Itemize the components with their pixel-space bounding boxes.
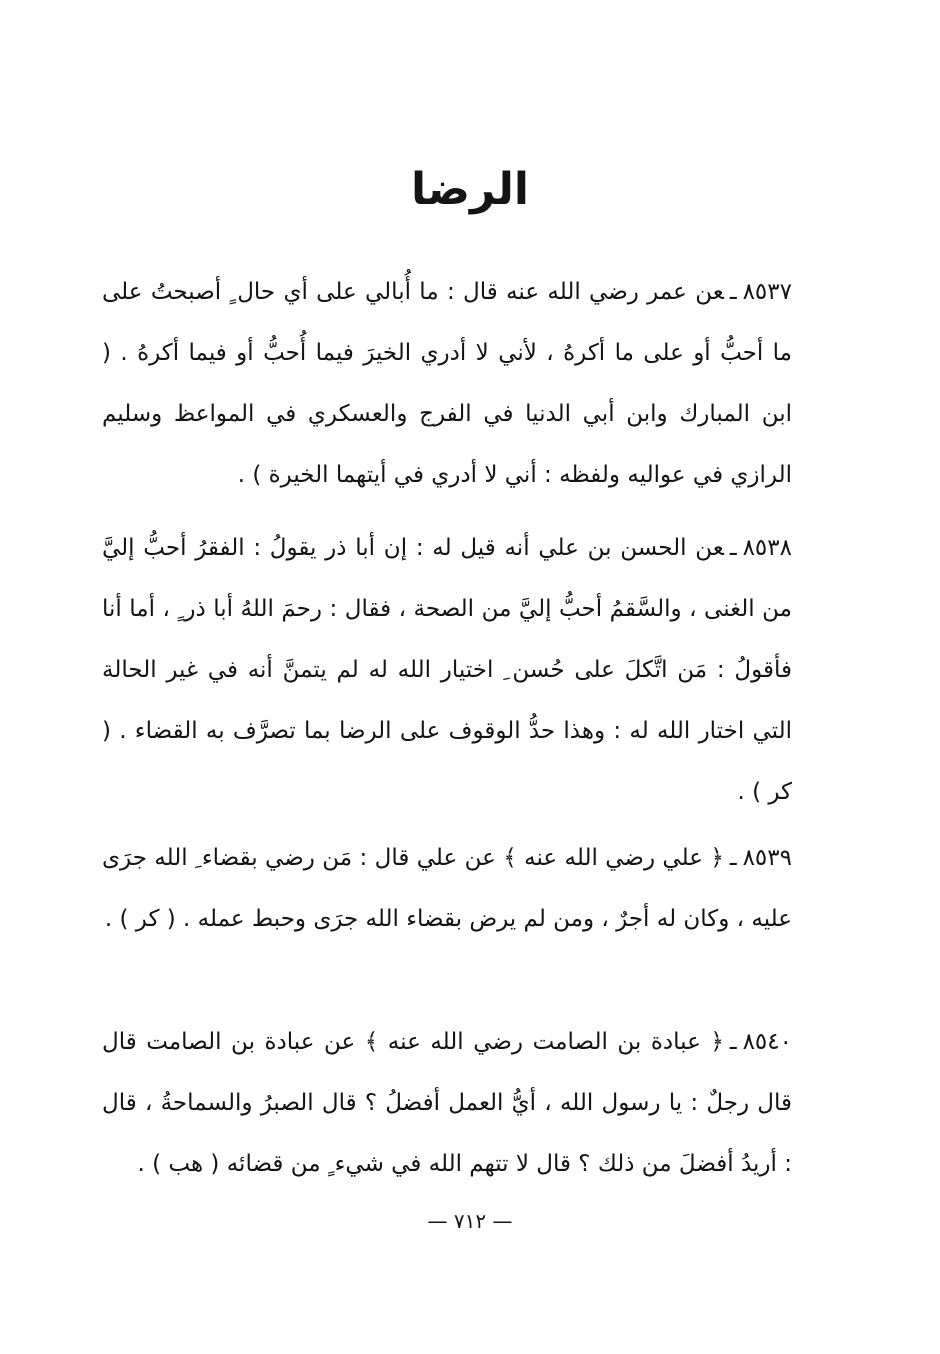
- chapter-title: الرضا: [410, 164, 529, 215]
- hadith-entry: [102, 518, 792, 823]
- entry-dash: ـ: [729, 845, 737, 871]
- entry-number: ٨٥٣٩: [742, 845, 792, 871]
- entry-number: ٨٥٣٧: [742, 279, 792, 305]
- entry-text: ﴿ علي رضي الله عنه ﴾ عن علي قال : مَن رضي بقضاء ِ الله جرَى عليه ، وكان له أجرٌ ، ومن لم يرض بقضاء الله جرَى وحبط عمله . ( كر ) .: [102, 845, 792, 932]
- page-number: — ٧١٢ —: [427, 1209, 513, 1233]
- entry-text: ﴿ عبادة بن الصامت رضي الله عنه ﴾ عن عبادة بن الصامت قال قال رجلٌ : يا رسول الله ، أيُّ العمل أفضلُ ؟ قال الصبرُ والسماحةُ ، قال : أريدُ أفضلَ من ذلك ؟ قال لا تتهم الله في شيء ٍ من قضائه ( هب ) .: [102, 1029, 792, 1177]
- entry-dash: ـ: [729, 279, 737, 305]
- entry-dash: ـ: [729, 535, 737, 561]
- hadith-entry: [102, 262, 792, 506]
- entry-text: عن عمر رضي الله عنه قال : ما أُبالي على أي حال ٍ أصبحتُ على ما أحبُّ أو على ما أكرهُ ، لأني لا أدري الخيرَ فيما أُحبُّ أو فيما أكرهُ . ( ابن المبارك وابن أبي الدنيا في الفرج والعسكري في المواعظ وسليم الرازي في عواليه ولفظه : أني لا أدري في أيتهما الخيرة ) .: [102, 279, 792, 488]
- entry-dash: ـ: [729, 1029, 737, 1055]
- entry-number: ٨٥٤٠: [742, 1029, 792, 1055]
- entry-text: عن الحسن بن علي أنه قيل له : إن أبا ذر يقولُ : الفقرُ أحبُّ إليَّ من الغنى ، والسَّقمُ أحبُّ إليَّ من الصحة ، فقال : رحمَ اللهُ أبا ذر ٍ ، أما أنا فأقولُ : مَن اتَّكلَ على حُسن ِ اختيار الله له لم يتمنَّ أنه في غير الحالة التي اختار الله له : وهذا حدُّ الوقوف على الرضا بما تصرَّف به القضاء . ( كر ) .: [102, 535, 792, 805]
- hadith-entry: [102, 1012, 792, 1195]
- hadith-entry: [102, 828, 792, 950]
- entry-number: ٨٥٣٨: [742, 535, 792, 561]
